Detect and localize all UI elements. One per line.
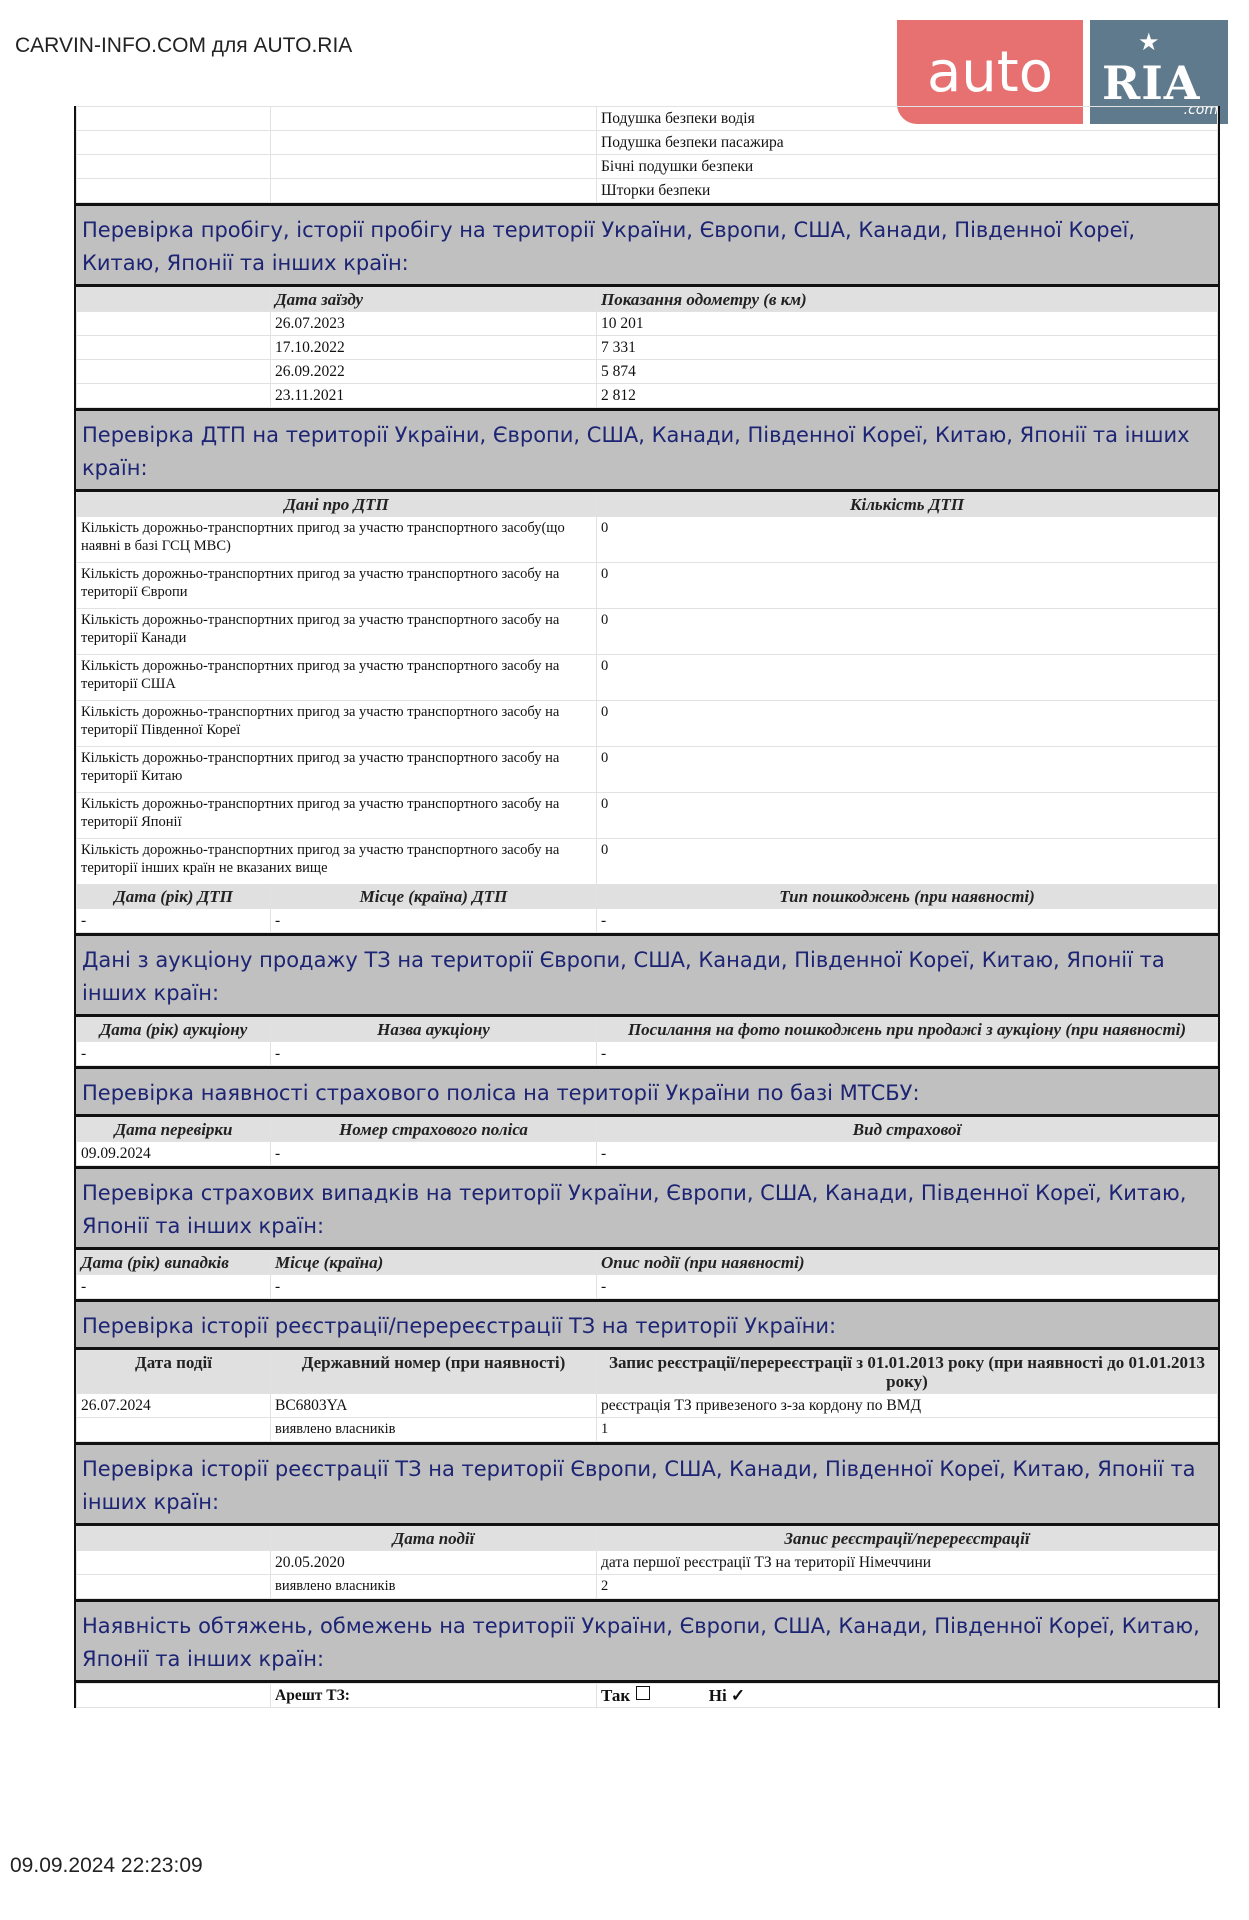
registration-ua-table bbox=[76, 1350, 1218, 1442]
registration-world-section-title: Перевірка історії реєстрації ТЗ на території Європи, США, Канади, Південної Кореї, Китаю, Японії та інших країн: bbox=[76, 1442, 1218, 1526]
airbags-table bbox=[76, 106, 1218, 203]
accident-label: Кількість дорожньо-транспортних пригод за участю транспортного засобу на території Китаю bbox=[77, 747, 597, 793]
accident-count: 0 bbox=[597, 609, 1218, 655]
reg-ua-col-record: Запис реєстрації/перереєстрації з 01.01.2013 року (при наявності до 01.01.2013 року) bbox=[597, 1351, 1218, 1394]
auction-section-title: Дані з аукціону продажу ТЗ на території Європи, США, Канади, Південної Кореї, Китаю, Японії та інших країн: bbox=[76, 933, 1218, 1017]
checkmark-icon: ✓ bbox=[730, 1686, 746, 1705]
owners-count: 1 bbox=[597, 1418, 1218, 1442]
accident-count: 0 bbox=[597, 701, 1218, 747]
table-row bbox=[77, 609, 1218, 655]
airbag-item: Подушка безпеки водія bbox=[597, 107, 1218, 131]
airbag-item: Подушка безпеки пасажира bbox=[597, 131, 1218, 155]
auction-table bbox=[76, 1017, 1218, 1066]
insurance-table bbox=[76, 1117, 1218, 1166]
mileage-odo: 2 812 bbox=[597, 384, 1218, 408]
mileage-odo: 5 874 bbox=[597, 360, 1218, 384]
insurance-section-title: Перевірка наявності страхового поліса на території України по базі МТСБУ: bbox=[76, 1066, 1218, 1117]
auction-col-photo: Посилання на фото пошкоджень при продажі з аукціону (при наявності) bbox=[597, 1018, 1218, 1042]
mileage-col-odo: Показання одометру (в км) bbox=[597, 288, 1218, 312]
mileage-date: 17.10.2022 bbox=[271, 336, 597, 360]
airbag-item: Шторки безпеки bbox=[597, 179, 1218, 203]
table-row bbox=[77, 1575, 1218, 1599]
table-row bbox=[77, 312, 1218, 336]
accident-label: Кількість дорожньо-транспортних пригод за участю транспортного засобу на території Європи bbox=[77, 563, 597, 609]
accident-label: Кількість дорожньо-транспортних пригод за участю транспортного засобу на території США bbox=[77, 655, 597, 701]
accident-count: 0 bbox=[597, 563, 1218, 609]
table-row bbox=[77, 336, 1218, 360]
reg-world-col-record: Запис реєстрації/перереєстрації bbox=[597, 1527, 1218, 1551]
cell: - bbox=[77, 1042, 271, 1066]
table-row bbox=[77, 1418, 1218, 1442]
mileage-section-title: Перевірка пробігу, історії пробігу на території України, Європи, США, Канади, Південної Кореї, Китаю, Японії та інших країн: bbox=[76, 203, 1218, 287]
cell: - bbox=[597, 909, 1218, 933]
table-row bbox=[77, 1275, 1218, 1299]
accident-label: Кількість дорожньо-транспортних пригод за участю транспортного засобу(що наявні в базі ГСЦ МВС) bbox=[77, 517, 597, 563]
table-row bbox=[77, 701, 1218, 747]
reg-plate: BC6803YA bbox=[271, 1394, 597, 1418]
cases-col-desc: Опис події (при наявності) bbox=[597, 1251, 1218, 1275]
star-icon: ★ bbox=[1138, 28, 1160, 56]
no-label: Ні bbox=[708, 1686, 727, 1705]
table-row bbox=[77, 517, 1218, 563]
accident-count: 0 bbox=[597, 655, 1218, 701]
ria-logo-domain: .com bbox=[1183, 102, 1218, 118]
accidents-col-place: Місце (країна) ДТП bbox=[271, 885, 597, 909]
accidents-col-data: Дані про ДТП bbox=[77, 493, 597, 517]
auction-col-name: Назва аукціону bbox=[271, 1018, 597, 1042]
mileage-odo: 7 331 bbox=[597, 336, 1218, 360]
auction-col-year: Дата (рік) аукціону bbox=[77, 1018, 271, 1042]
table-row bbox=[77, 1142, 1218, 1166]
reg-record: дата першої реєстрації ТЗ на території Німеччини bbox=[597, 1551, 1218, 1575]
reg-ua-col-date: Дата події bbox=[77, 1351, 271, 1394]
accidents-col-damage: Тип пошкоджень (при наявності) bbox=[597, 885, 1218, 909]
cell: - bbox=[271, 1042, 597, 1066]
accident-count: 0 bbox=[597, 517, 1218, 563]
table-row bbox=[77, 563, 1218, 609]
accident-count: 0 bbox=[597, 747, 1218, 793]
encumbrance-table bbox=[76, 1683, 1218, 1708]
accidents-section-title: Перевірка ДТП на території України, Європи, США, Канади, Південної Кореї, Китаю, Японії та інших країн: bbox=[76, 408, 1218, 492]
insurance-cases-section-title: Перевірка страхових випадків на території України, Європи, США, Канади, Південної Кореї, Китаю, Японії та інших країн: bbox=[76, 1166, 1218, 1250]
table-row bbox=[77, 1684, 1218, 1708]
reg-ua-col-plate: Державний номер (при наявності) bbox=[271, 1351, 597, 1394]
table-row bbox=[77, 1394, 1218, 1418]
accident-label: Кількість дорожньо-транспортних пригод за участю транспортного засобу на території Канади bbox=[77, 609, 597, 655]
report-source: CARVIN-INFO.COM для AUTO.RIA bbox=[15, 34, 353, 57]
arrest-options bbox=[597, 1684, 1218, 1708]
report-document bbox=[74, 106, 1220, 1708]
mileage-odo: 10 201 bbox=[597, 312, 1218, 336]
checkbox-icon bbox=[636, 1686, 650, 1700]
registration-ua-section-title: Перевірка історії реєстрації/перереєстрації ТЗ на території України: bbox=[76, 1299, 1218, 1350]
insurance-cases-table bbox=[76, 1250, 1218, 1299]
table-row bbox=[77, 747, 1218, 793]
table-row bbox=[77, 360, 1218, 384]
footer-timestamp: 09.09.2024 22:23:09 bbox=[10, 1854, 203, 1877]
reg-date: 26.07.2024 bbox=[77, 1394, 271, 1418]
insurance-col-date: Дата перевірки bbox=[77, 1118, 271, 1142]
accidents-col-count: Кількість ДТП bbox=[597, 493, 1218, 517]
cell: - bbox=[597, 1275, 1218, 1299]
insurance-col-type: Вид страхової bbox=[597, 1118, 1218, 1142]
mileage-date: 23.11.2021 bbox=[271, 384, 597, 408]
table-row bbox=[77, 384, 1218, 408]
table-row bbox=[77, 793, 1218, 839]
accident-label: Кількість дорожньо-транспортних пригод за участю транспортного засобу на території Японії bbox=[77, 793, 597, 839]
registration-world-table bbox=[76, 1526, 1218, 1599]
accident-label: Кількість дорожньо-транспортних пригод за участю транспортного засобу на території Південної Кореї bbox=[77, 701, 597, 747]
cell: 09.09.2024 bbox=[77, 1142, 271, 1166]
cases-col-year: Дата (рік) випадків bbox=[77, 1251, 271, 1275]
reg-record: реєстрація ТЗ привезеного з-за кордону по ВМД bbox=[597, 1394, 1218, 1418]
mileage-date: 26.09.2022 bbox=[271, 360, 597, 384]
yes-label: Так bbox=[601, 1686, 631, 1705]
cell: - bbox=[597, 1042, 1218, 1066]
cell: - bbox=[77, 1275, 271, 1299]
mileage-table bbox=[76, 287, 1218, 408]
mileage-date: 26.07.2023 bbox=[271, 312, 597, 336]
cell: - bbox=[271, 1275, 597, 1299]
table-row bbox=[77, 1042, 1218, 1066]
encumbrance-section-title: Наявність обтяжень, обмежень на території України, Європи, США, Канади, Південної Кореї, Китаю, Японії та інших країн: bbox=[76, 1599, 1218, 1683]
owners-label: виявлено власників bbox=[271, 1575, 597, 1599]
accident-label: Кількість дорожньо-транспортних пригод за участю транспортного засобу на території інших країн не вказаних вище bbox=[77, 839, 597, 885]
owners-label: виявлено власників bbox=[271, 1418, 597, 1442]
owners-count: 2 bbox=[597, 1575, 1218, 1599]
reg-world-col-date: Дата події bbox=[271, 1527, 597, 1551]
cases-col-place: Місце (країна) bbox=[271, 1251, 597, 1275]
accident-count: 0 bbox=[597, 839, 1218, 885]
accidents-table bbox=[76, 492, 1218, 933]
airbag-item: Бічні подушки безпеки bbox=[597, 155, 1218, 179]
reg-date: 20.05.2020 bbox=[271, 1551, 597, 1575]
insurance-col-policy: Номер страхового поліса bbox=[271, 1118, 597, 1142]
cell: - bbox=[597, 1142, 1218, 1166]
table-row bbox=[77, 655, 1218, 701]
table-row bbox=[77, 1551, 1218, 1575]
table-row bbox=[77, 839, 1218, 885]
mileage-col-date: Дата заїзду bbox=[271, 288, 597, 312]
auto-logo-text: auto bbox=[926, 39, 1054, 105]
table-row bbox=[77, 909, 1218, 933]
arrest-label: Арешт ТЗ: bbox=[271, 1684, 597, 1708]
ria-logo-text: RIA bbox=[1102, 56, 1201, 110]
cell: - bbox=[271, 909, 597, 933]
cell: - bbox=[77, 909, 271, 933]
accidents-col-year: Дата (рік) ДТП bbox=[77, 885, 271, 909]
accident-count: 0 bbox=[597, 793, 1218, 839]
cell: - bbox=[271, 1142, 597, 1166]
